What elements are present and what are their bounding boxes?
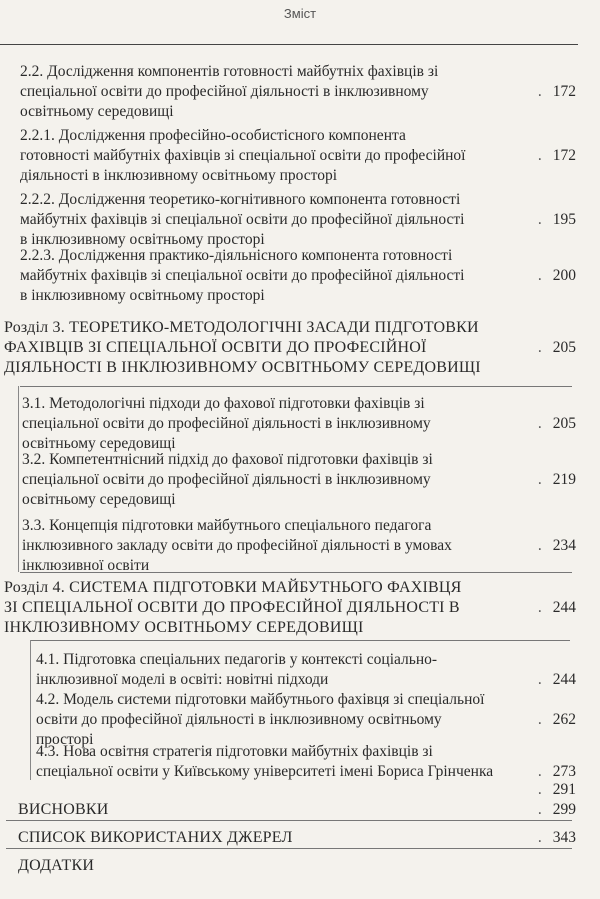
page-number-value: 219 — [552, 471, 576, 488]
toc-entry-line: Розділ 3. ТЕОРЕТИКО-МЕТОДОЛОГІЧНІ ЗАСАДИ ПІДГОТОВКИ — [4, 319, 479, 336]
dot-leader: . — [537, 801, 543, 818]
toc-page-number — [538, 82, 576, 102]
page-number-value: 200 — [552, 267, 576, 284]
divider — [20, 572, 572, 573]
toc-entry-line: майбутніх фахівців зі спеціальної освіти до професійної діяльності — [20, 267, 465, 284]
toc-entry-line: 3.1. Методологічні підходи до фахової підготовки фахівців зі — [22, 395, 425, 412]
toc-entry-line: спеціальної освіти до професійної діяльності в інклюзивному — [22, 415, 431, 432]
toc-entry-line: 2.2.2. Дослідження теоретико-когнітивного компонента готовності — [20, 191, 461, 208]
toc-entry-line: 4.3. Нова освітня стратегія підготовки майбутніх фахівців зі — [36, 743, 433, 760]
toc-entry-line: майбутніх фахівців зі спеціальної освіти до професійної діяльності — [20, 211, 465, 228]
divider — [30, 640, 31, 780]
dot-leader: . — [537, 711, 543, 728]
toc-page-number — [538, 800, 576, 820]
divider — [18, 386, 19, 572]
toc-page-number — [538, 710, 576, 730]
toc-entry-line: готовності майбутніх фахівців зі спеціальної освіти до професійної — [20, 147, 466, 164]
page-number-value: 262 — [552, 711, 576, 728]
toc-page-number — [538, 266, 576, 286]
toc-entry-line: в інклюзивному освітньому просторі — [20, 231, 265, 248]
toc-entry-line: 4.1. Підготовка спеціальних педагогів у контексті соціально- — [36, 651, 438, 668]
toc-entry-line: 3.3. Концепція підготовки майбутнього спеціального педагога — [22, 517, 432, 534]
toc-entry-line: 2.2.3. Дослідження практико-діяльнісного компонента готовності — [20, 247, 453, 264]
toc-entry-s3_2[interactable] — [22, 450, 433, 510]
page-number-value: 244 — [552, 599, 576, 616]
page-number-value: 244 — [552, 671, 576, 688]
toc-entry-s2_2_3[interactable] — [20, 246, 464, 306]
toc-entry-vysn[interactable] — [18, 800, 109, 820]
page-header: Зміст — [283, 6, 317, 21]
toc-entry-s4_1[interactable] — [36, 650, 437, 690]
toc-entry-line: 2.2. Дослідження компонентів готовності майбутніх фахівців зі — [20, 63, 439, 80]
divider — [30, 640, 570, 641]
toc-entry-line: ДІЯЛЬНОСТІ В ІНКЛЮЗИВНОМУ ОСВІТНЬОМУ СЕРЕДОВИЩІ — [4, 359, 481, 376]
toc-entry-line: ДОДАТКИ — [18, 857, 95, 874]
page-number-value: 195 — [552, 211, 576, 228]
dot-leader: . — [537, 599, 543, 616]
divider — [6, 848, 572, 849]
toc-page-number — [538, 598, 576, 618]
toc-entry-line: 4.2. Модель системи підготовки майбутнього фахівця зі спеціальної — [36, 691, 485, 708]
toc-page-number — [538, 470, 576, 490]
toc-entry-line: інклюзивної моделі в освіті: новітні підходи — [36, 671, 329, 688]
toc-page-number — [538, 210, 576, 230]
toc-page-number — [538, 670, 576, 690]
header-rule — [0, 44, 578, 45]
dot-leader: . — [537, 147, 543, 164]
toc-entry-line: ІНКЛЮЗИВНОМУ ОСВІТНЬОМУ СЕРЕДОВИЩІ — [4, 619, 364, 636]
toc-page-number — [538, 536, 576, 556]
toc-entry-line: 3.2. Компетентнісний підхід до фахової підготовки фахівців зі — [22, 451, 433, 468]
page-number-value: 205 — [552, 415, 576, 432]
toc-entry-s4_2[interactable] — [36, 690, 484, 750]
toc-entry-r3[interactable] — [4, 318, 481, 378]
page-number-value: 172 — [552, 83, 576, 100]
toc-entry-s2_2[interactable] — [20, 62, 438, 122]
divider — [6, 820, 572, 821]
toc-entry-s3_1[interactable] — [22, 394, 431, 454]
toc-page-number — [538, 338, 576, 358]
dot-leader: . — [537, 829, 543, 846]
toc-entry-line: освітньому середовищі — [20, 103, 174, 120]
page-number-value: 234 — [552, 537, 576, 554]
toc-entry-line: освіти до професійної діяльності в інклюзивному освітньому — [36, 711, 442, 728]
toc-entry-line: освітньому середовищі — [22, 435, 176, 452]
dot-leader: . — [537, 339, 543, 356]
toc-entry-dzh[interactable] — [18, 828, 293, 848]
dot-leader: . — [537, 211, 543, 228]
toc-entry-line: 2.2.1. Дослідження професійно-особистісного компонента — [20, 127, 406, 144]
page-number-value: 273 — [552, 763, 576, 780]
toc-entry-s3_3[interactable] — [22, 516, 452, 576]
page-number-value: 291 — [552, 781, 576, 798]
toc-entry-s2_2_2[interactable] — [20, 190, 464, 250]
toc-page-number — [538, 828, 576, 848]
page-number-value: 205 — [552, 339, 576, 356]
dot-leader: . — [537, 537, 543, 554]
toc-entry-line: спеціальної освіти до професійної діяльності в інклюзивному — [20, 83, 429, 100]
toc-entry-line: спеціальної освіти до професійної діяльності в інклюзивному — [22, 471, 431, 488]
toc-page-number — [538, 414, 576, 434]
toc-entry-line: інклюзивного закладу освіти до професійної діяльності в умовах — [22, 537, 452, 554]
toc-entry-line: ЗІ СПЕЦІАЛЬНОЇ ОСВІТИ ДО ПРОФЕСІЙНОЇ ДІЯЛЬНОСТІ В — [4, 599, 460, 616]
toc-page-number — [538, 762, 576, 782]
toc-entry-dod[interactable] — [18, 856, 94, 876]
dot-leader: . — [537, 83, 543, 100]
toc-page-number — [538, 146, 576, 166]
toc-entry-r4[interactable] — [4, 578, 461, 638]
toc-entry-line: спеціальної освіти у Київському університеті імені Бориса Грінченка — [36, 763, 494, 780]
toc-entry-line: Розділ 4. СИСТЕМА ПІДГОТОВКИ МАЙБУТНЬОГО ФАХІВЦЯ — [4, 579, 462, 596]
toc-entry-line: ВИСНОВКИ — [18, 801, 109, 818]
toc-entry-line: ФАХІВЦІВ ЗІ СПЕЦІАЛЬНОЇ ОСВІТИ ДО ПРОФЕСІЙНОЇ — [4, 339, 427, 356]
page-number-value: 299 — [552, 801, 576, 818]
dot-leader: . — [537, 671, 543, 688]
toc-entry-line: освітньому середовищі — [22, 491, 176, 508]
toc-entry-line: діяльності в інклюзивному освітньому просторі — [20, 167, 338, 184]
toc-entry-line: просторі — [36, 731, 94, 748]
dot-leader: . — [537, 471, 543, 488]
toc-entry-line: інклюзивної освіти — [22, 557, 150, 574]
toc-entry-s4_3[interactable] — [36, 742, 493, 782]
toc-entry-line: в інклюзивному освітньому просторі — [20, 287, 265, 304]
toc-entry-s2_2_1[interactable] — [20, 126, 465, 186]
page-number-value: 172 — [552, 147, 576, 164]
dot-leader: . — [537, 781, 543, 798]
page-number-value: 343 — [552, 829, 576, 846]
divider — [20, 386, 572, 387]
toc-page-number — [538, 780, 576, 800]
toc-entry-line: СПИСОК ВИКОРИСТАНИХ ДЖЕРЕЛ — [18, 829, 293, 846]
dot-leader: . — [537, 763, 543, 780]
dot-leader: . — [537, 415, 543, 432]
dot-leader: . — [537, 267, 543, 284]
